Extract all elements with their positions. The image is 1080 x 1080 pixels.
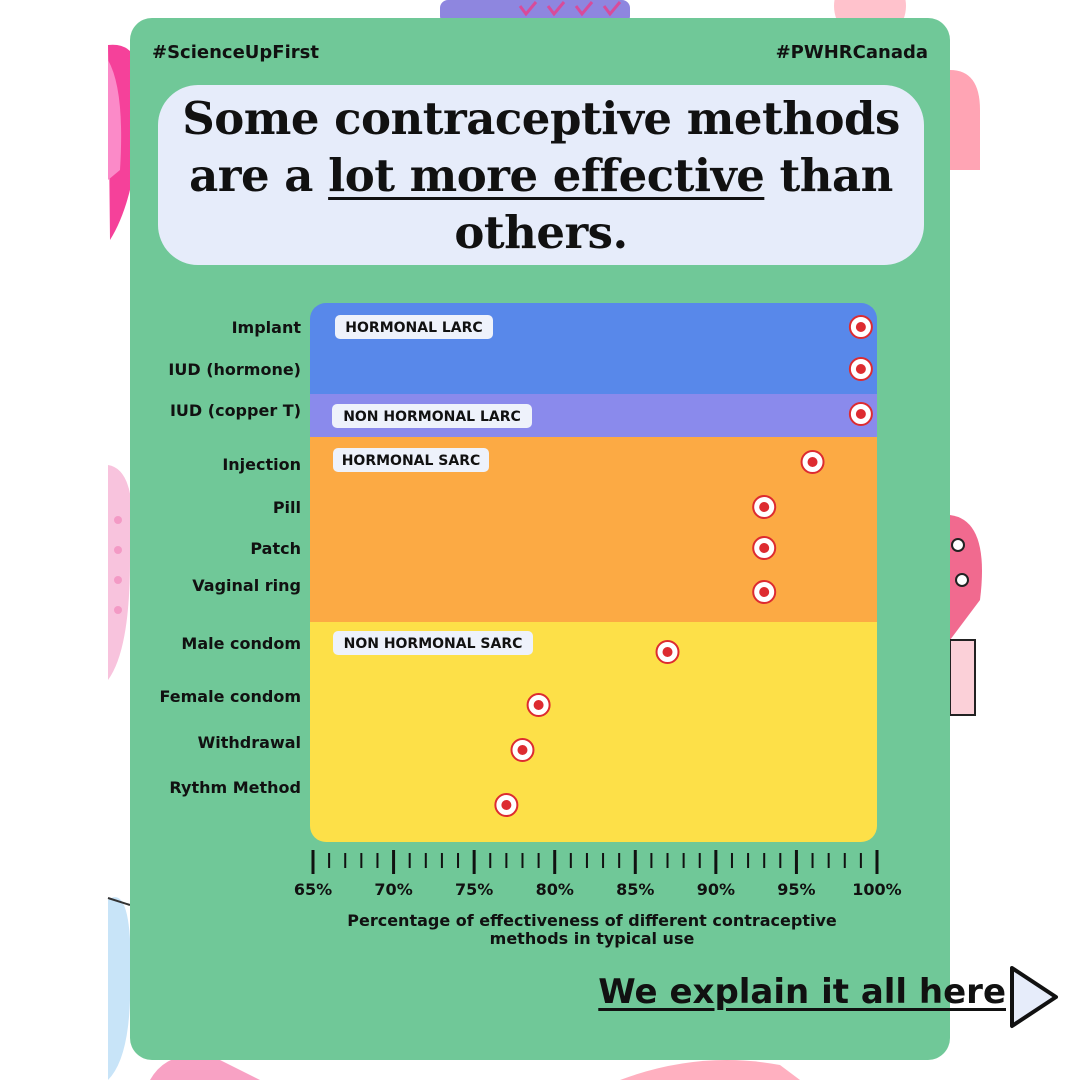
category-label: Female condom — [159, 687, 301, 706]
tick-label: 95% — [777, 880, 816, 899]
category-label: Implant — [231, 318, 301, 337]
group-label: NON HORMONAL LARC — [343, 409, 521, 425]
tick-label: 80% — [535, 880, 574, 899]
category-label: IUD (copper T) — [169, 401, 301, 420]
hashtag-scienceupfirst[interactable]: #ScienceUpFirst — [152, 42, 319, 63]
title-emphasis: lot more effective — [328, 148, 765, 202]
play-arrow-icon[interactable] — [1004, 962, 1066, 1032]
tick-label: 65% — [293, 880, 333, 899]
tick-label: 85% — [616, 880, 655, 899]
category-label: Vaginal ring — [192, 576, 301, 595]
title-part1: Some contraceptive methods are a — [182, 91, 900, 202]
title-part2: than others. — [454, 148, 893, 259]
hashtag-pwhrcanada[interactable]: #PWHRCanada — [775, 42, 928, 63]
category-label: Patch — [250, 539, 301, 558]
data-point-center — [856, 364, 866, 374]
tick-label: 70% — [374, 880, 413, 899]
category-label: IUD (hormone) — [168, 360, 301, 379]
data-point-center — [808, 457, 818, 467]
category-label: Pill — [272, 498, 301, 517]
group-label: HORMONAL LARC — [345, 320, 483, 336]
data-point-center — [856, 409, 866, 419]
category-label: Injection — [222, 455, 301, 474]
data-point-center — [663, 647, 673, 657]
x-axis-label: Percentage of effectiveness of different contraceptive methods in typical use — [347, 911, 837, 948]
data-point-center — [759, 502, 769, 512]
plot-area — [310, 303, 877, 842]
data-point-center — [501, 800, 511, 810]
category-label: Withdrawal — [197, 733, 301, 752]
tick-label: 75% — [454, 880, 494, 899]
category-label: Male condom — [181, 634, 301, 653]
tick-label: 100% — [852, 880, 902, 899]
group-label: NON HORMONAL SARC — [343, 636, 523, 652]
data-point-center — [759, 543, 769, 553]
group-label: HORMONAL SARC — [341, 453, 481, 469]
data-point-center — [517, 745, 527, 755]
data-point-center — [856, 322, 866, 332]
explain-link[interactable]: We explain it all here — [598, 972, 1006, 1012]
category-label: Rythm Method — [169, 778, 301, 797]
tick-label: 90% — [696, 880, 736, 899]
data-point-center — [534, 700, 544, 710]
data-point-center — [759, 587, 769, 597]
